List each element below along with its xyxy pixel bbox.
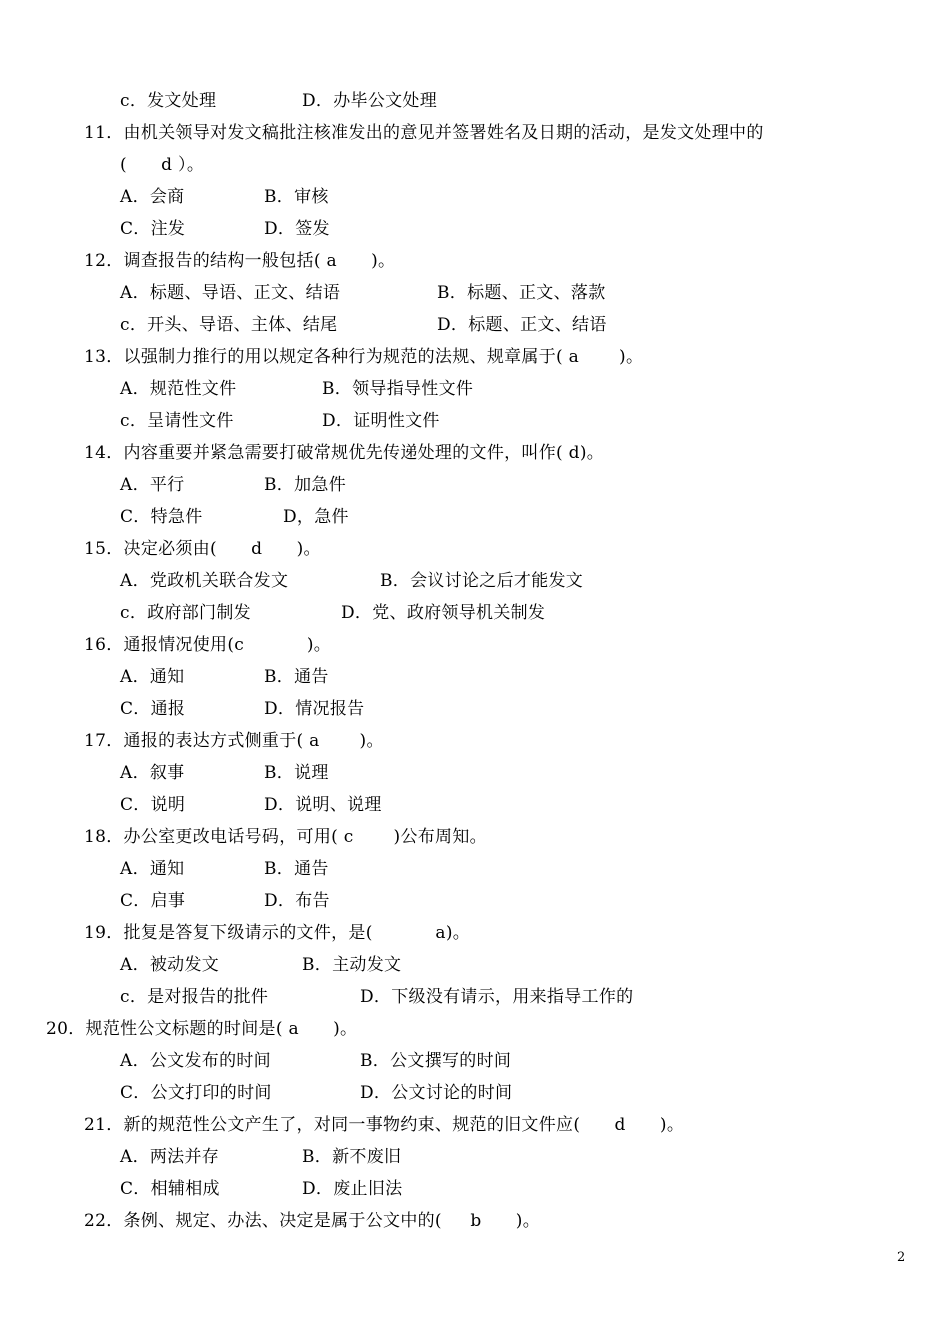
option-c: c．政府部门制发 bbox=[120, 603, 251, 623]
option-b: B．通告 bbox=[264, 667, 329, 687]
option-c: c．开头、导语、主体、结尾 bbox=[120, 315, 338, 335]
option-d: D，急件 bbox=[283, 507, 349, 527]
option-b: B．审核 bbox=[264, 187, 329, 207]
option-a: A．通知 bbox=[120, 859, 185, 879]
option-d: D．党、政府领导机关制发 bbox=[341, 603, 546, 623]
option-b: B．加急件 bbox=[264, 475, 346, 495]
option-a: A．通知 bbox=[120, 667, 185, 687]
question-17: 17．通报的表达方式侧重于( a )。 bbox=[84, 731, 384, 751]
option-a: A．公文发布的时间 bbox=[120, 1051, 271, 1071]
question-19: 19．批复是答复下级请示的文件，是( a)。 bbox=[84, 923, 471, 943]
option-a: A．党政机关联合发文 bbox=[120, 571, 289, 591]
option-b: B．会议讨论之后才能发文 bbox=[380, 571, 584, 591]
option-c: c．呈请性文件 bbox=[120, 411, 234, 431]
option-c: C．注发 bbox=[120, 219, 186, 239]
option-c: C．通报 bbox=[120, 699, 186, 719]
question-18: 18．办公室更改电话号码，可用( c )公布周知。 bbox=[84, 827, 487, 847]
question-21: 21．新的规范性公文产生了，对同一事物约束、规范的旧文件应( d )。 bbox=[84, 1115, 685, 1135]
option-b: B．公文撰写的时间 bbox=[360, 1051, 512, 1071]
question-11-continuation: ( d ）。 bbox=[120, 155, 205, 175]
option-a: A．两法并存 bbox=[120, 1147, 220, 1167]
option-d: D．证明性文件 bbox=[322, 411, 440, 431]
option-b: B．标题、正文、落款 bbox=[437, 283, 606, 303]
option-b: B．通告 bbox=[264, 859, 329, 879]
option-a: A．会商 bbox=[120, 187, 185, 207]
question-14: 14．内容重要并紧急需要打破常规优先传递处理的文件，叫作( d)。 bbox=[84, 443, 605, 463]
option-b: B．领导指导性文件 bbox=[322, 379, 474, 399]
question-13: 13．以强制力推行的用以规定各种行为规范的法规、规章属于( a )。 bbox=[84, 347, 644, 367]
option-b: B．主动发文 bbox=[302, 955, 402, 975]
option-d: D．废止旧法 bbox=[302, 1179, 403, 1199]
option-c: c．发文处理 bbox=[120, 91, 217, 111]
question-12: 12．调查报告的结构一般包括( a )。 bbox=[84, 251, 396, 271]
question-11: 11．由机关领导对发文稿批注核准发出的意见并签署姓名及日期的活动，是发文处理中的 bbox=[84, 123, 764, 143]
question-22: 22．条例、规定、办法、决定是属于公文中的( b )。 bbox=[84, 1211, 541, 1231]
option-c: c．是对报告的批件 bbox=[120, 987, 269, 1007]
question-15: 15．决定必须由( d )。 bbox=[84, 539, 321, 559]
option-a: A．被动发文 bbox=[120, 955, 220, 975]
option-c: C．启事 bbox=[120, 891, 186, 911]
option-c: C．说明 bbox=[120, 795, 186, 815]
option-d: D．标题、正文、结语 bbox=[437, 315, 607, 335]
question-20: 20．规范性公文标题的时间是( a )。 bbox=[46, 1019, 358, 1039]
option-d: D．布告 bbox=[264, 891, 330, 911]
option-c: C．相辅相成 bbox=[120, 1179, 220, 1199]
option-a: A．平行 bbox=[120, 475, 185, 495]
option-d: D．办毕公文处理 bbox=[302, 91, 438, 111]
page-number: 2 bbox=[897, 1250, 906, 1265]
option-a: A．叙事 bbox=[120, 763, 185, 783]
option-d: D．公文讨论的时间 bbox=[360, 1083, 513, 1103]
option-a: A．规范性文件 bbox=[120, 379, 237, 399]
option-b: B．新不废旧 bbox=[302, 1147, 402, 1167]
option-d: D．签发 bbox=[264, 219, 330, 239]
option-b: B．说理 bbox=[264, 763, 329, 783]
option-a: A．标题、导语、正文、结语 bbox=[120, 283, 341, 303]
option-d: D．下级没有请示，用来指导工作的 bbox=[360, 987, 634, 1007]
option-d: D．说明、说理 bbox=[264, 795, 382, 815]
option-d: D．情况报告 bbox=[264, 699, 365, 719]
option-c: C．特急件 bbox=[120, 507, 203, 527]
option-c: C．公文打印的时间 bbox=[120, 1083, 272, 1103]
question-16: 16．通报情况使用(c )。 bbox=[84, 635, 332, 655]
